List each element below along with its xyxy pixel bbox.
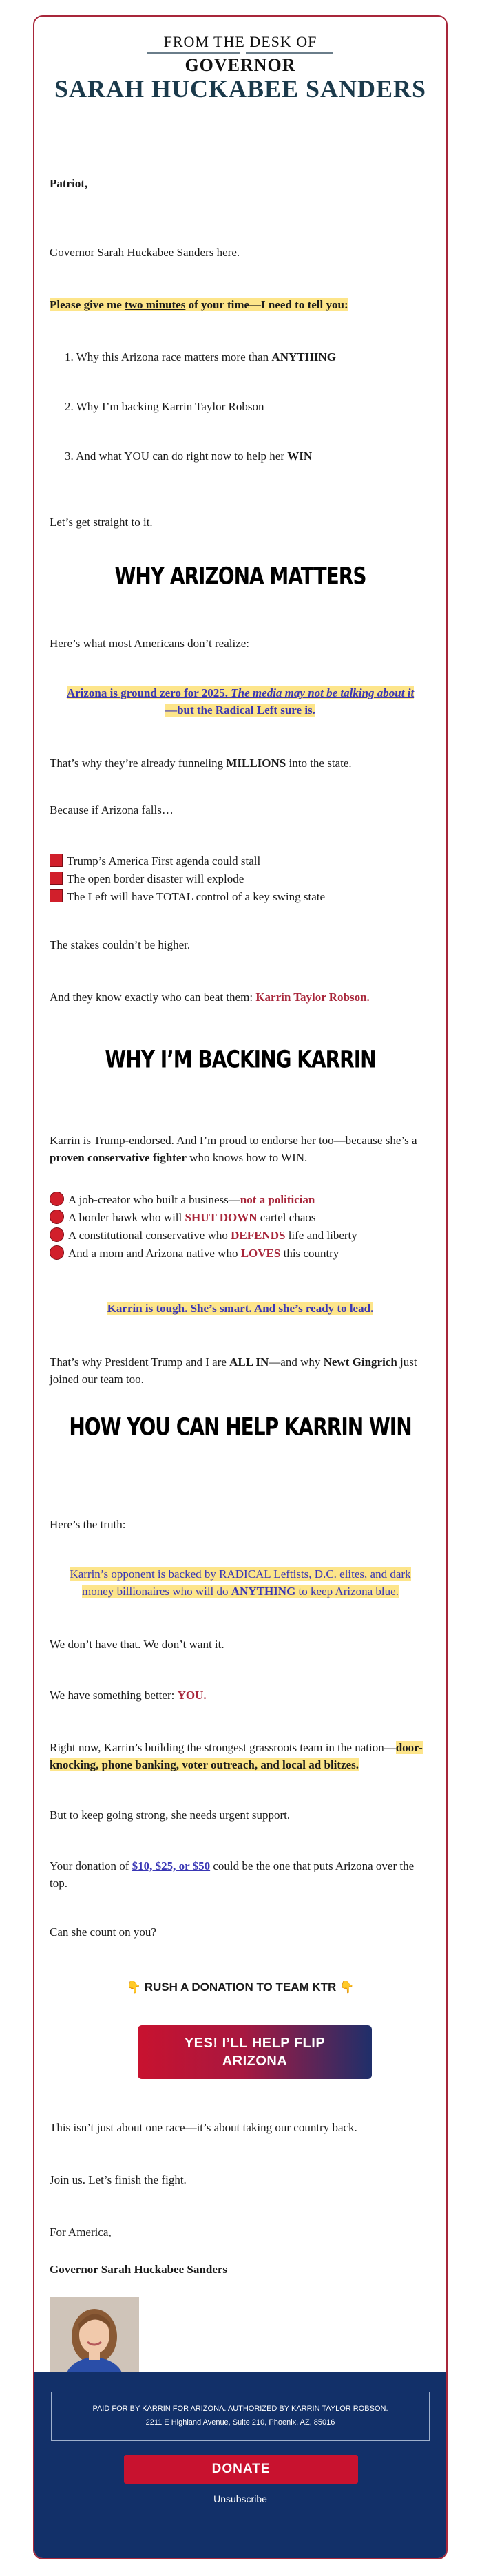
paid-for-text: PAID FOR BY KARRIN FOR ARIZONA. AUTHORIZED BY KARRIN TAYLOR ROBSON.: [92, 2405, 388, 2413]
pointing-hand-icon: 👇: [339, 1981, 355, 1994]
section3-p5: But to keep going strong, she needs urgent support.: [50, 1808, 291, 1822]
section1-p1: Here’s what most Americans don’t realize:: [50, 637, 250, 650]
letterhead-rule: [147, 52, 333, 54]
red-square-icon: [50, 854, 63, 867]
disclaimer-box: [51, 2392, 430, 2441]
section2-p1: Karrin is Trump-endorsed. And I’m proud to endorse her too—because she’s a proven conservative fighter who knows how to WIN.: [50, 1134, 417, 1164]
rush-donation-link[interactable]: 👇 RUSH A DONATION TO TEAM KTR 👇: [126, 1981, 355, 1994]
donation-amounts-link[interactable]: $10, $25, or $50: [132, 1859, 211, 1872]
callout-opponent: Karrin’s opponent is backed by RADICAL Leftists, D.C. elites, and dark money billionaires who will do ANYTHING to keep Arizona blue.: [70, 1567, 411, 1598]
intro-paragraph: Governor Sarah Huckabee Sanders here.: [50, 246, 240, 259]
karrin-bullet-4: And a mom and Arizona native who LOVES this country: [50, 1245, 431, 1262]
bullet-item-1: Trump’s America First agenda could stall: [50, 852, 431, 869]
intro-list-item-1: 1. Why this Arizona race matters more than ANYTHING: [65, 350, 336, 363]
straight-paragraph: Let’s get straight to it.: [50, 516, 153, 529]
section3-p1: Here’s the truth:: [50, 1518, 126, 1531]
section3-p3: We have something better: YOU.: [50, 1689, 207, 1702]
closing: For America,: [50, 2226, 112, 2239]
letterhead-name: SARAH HUCKABEE SANDERS: [54, 75, 427, 103]
section3-p2: We don’t have that. We don’t want it.: [50, 1638, 224, 1651]
section1-p2: That’s why they’re already funneling MILLIONS into the state.: [50, 757, 352, 770]
section-heading-arizona: WHY ARIZONA MATTERS: [114, 561, 366, 591]
red-circle-icon: [50, 1210, 64, 1224]
karrin-bullet-3: A constitutional conservative who DEFENDS life and liberty: [50, 1227, 431, 1244]
section3-p7: Can she count on you?: [50, 1925, 156, 1939]
section3-p6: Your donation of $10, $25, or $50 could be the one that puts Arizona over the top.: [50, 1859, 415, 1890]
intro-list-item-3: 3. And what YOU can do right now to help her WIN: [65, 450, 313, 463]
signature-name: Governor Sarah Huckabee Sanders: [50, 2263, 228, 2276]
bullet-item-2: The open border disaster will explode: [50, 870, 431, 887]
callout-tough: Karrin is tough. She’s smart. And she’s ready to lead.: [107, 1302, 374, 1315]
pointing-hand-icon: 👇: [126, 1981, 141, 1994]
section-heading-backing: WHY I’M BACKING KARRIN: [105, 1044, 376, 1074]
section1-p3: Because if Arizona falls…: [50, 803, 174, 816]
karrin-bullet-1: A job-creator who built a business—not a politician: [50, 1191, 431, 1208]
flip-arizona-button[interactable]: YES! I’LL HELP FLIP ARIZONA: [138, 2025, 372, 2079]
red-square-icon: [50, 889, 63, 902]
donate-button[interactable]: DONATE: [124, 2455, 358, 2484]
email-frame: [33, 15, 448, 2559]
red-circle-icon: [50, 1192, 64, 1206]
section-heading-help: HOW YOU CAN HELP KARRIN WIN: [69, 1412, 412, 1442]
intro-list-item-2: 2. Why I’m backing Karrin Taylor Robson: [65, 400, 264, 413]
red-circle-icon: [50, 1245, 64, 1260]
section1-p5: And they know exactly who can beat them: Karrin Taylor Robson.: [50, 991, 370, 1004]
section3-p4: Right now, Karrin’s building the strongest grassroots team in the nation—door-knocking, phone banking, voter outreach, and local ad blitzes.: [50, 1741, 423, 1771]
letterhead-from: FROM THE DESK OF: [163, 33, 317, 50]
section3-p8: This isn’t just about one race—it’s about taking our country back.: [50, 2121, 357, 2134]
ask-paragraph: Please give me two minutes of your time—I need to tell you:: [50, 298, 348, 311]
address-text: 2211 E Highland Avenue, Suite 210, Phoenix, AZ, 85016: [145, 2418, 335, 2427]
section1-p4: The stakes couldn’t be higher.: [50, 938, 191, 951]
unsubscribe-link[interactable]: Unsubscribe: [213, 2493, 267, 2504]
letterhead-title: GOVERNOR: [185, 55, 296, 75]
greeting: Patriot,: [50, 177, 88, 190]
red-circle-icon: [50, 1227, 64, 1242]
footer: [34, 2372, 446, 2558]
callout-ground-zero: Arizona is ground zero for 2025. The media may not be talking about it—but the Radical Left sure is.: [66, 686, 415, 717]
letterhead: [34, 17, 446, 103]
section3-p9: Join us. Let’s finish the fight.: [50, 2173, 187, 2186]
bullet-item-3: The Left will have TOTAL control of a key swing state: [50, 888, 431, 905]
section2-p2: That’s why President Trump and I are ALL IN—and why Newt Gingrich just joined our team too.: [50, 1355, 417, 1386]
karrin-bullet-2: A border hawk who will SHUT DOWN cartel chaos: [50, 1209, 431, 1226]
red-square-icon: [50, 872, 63, 885]
